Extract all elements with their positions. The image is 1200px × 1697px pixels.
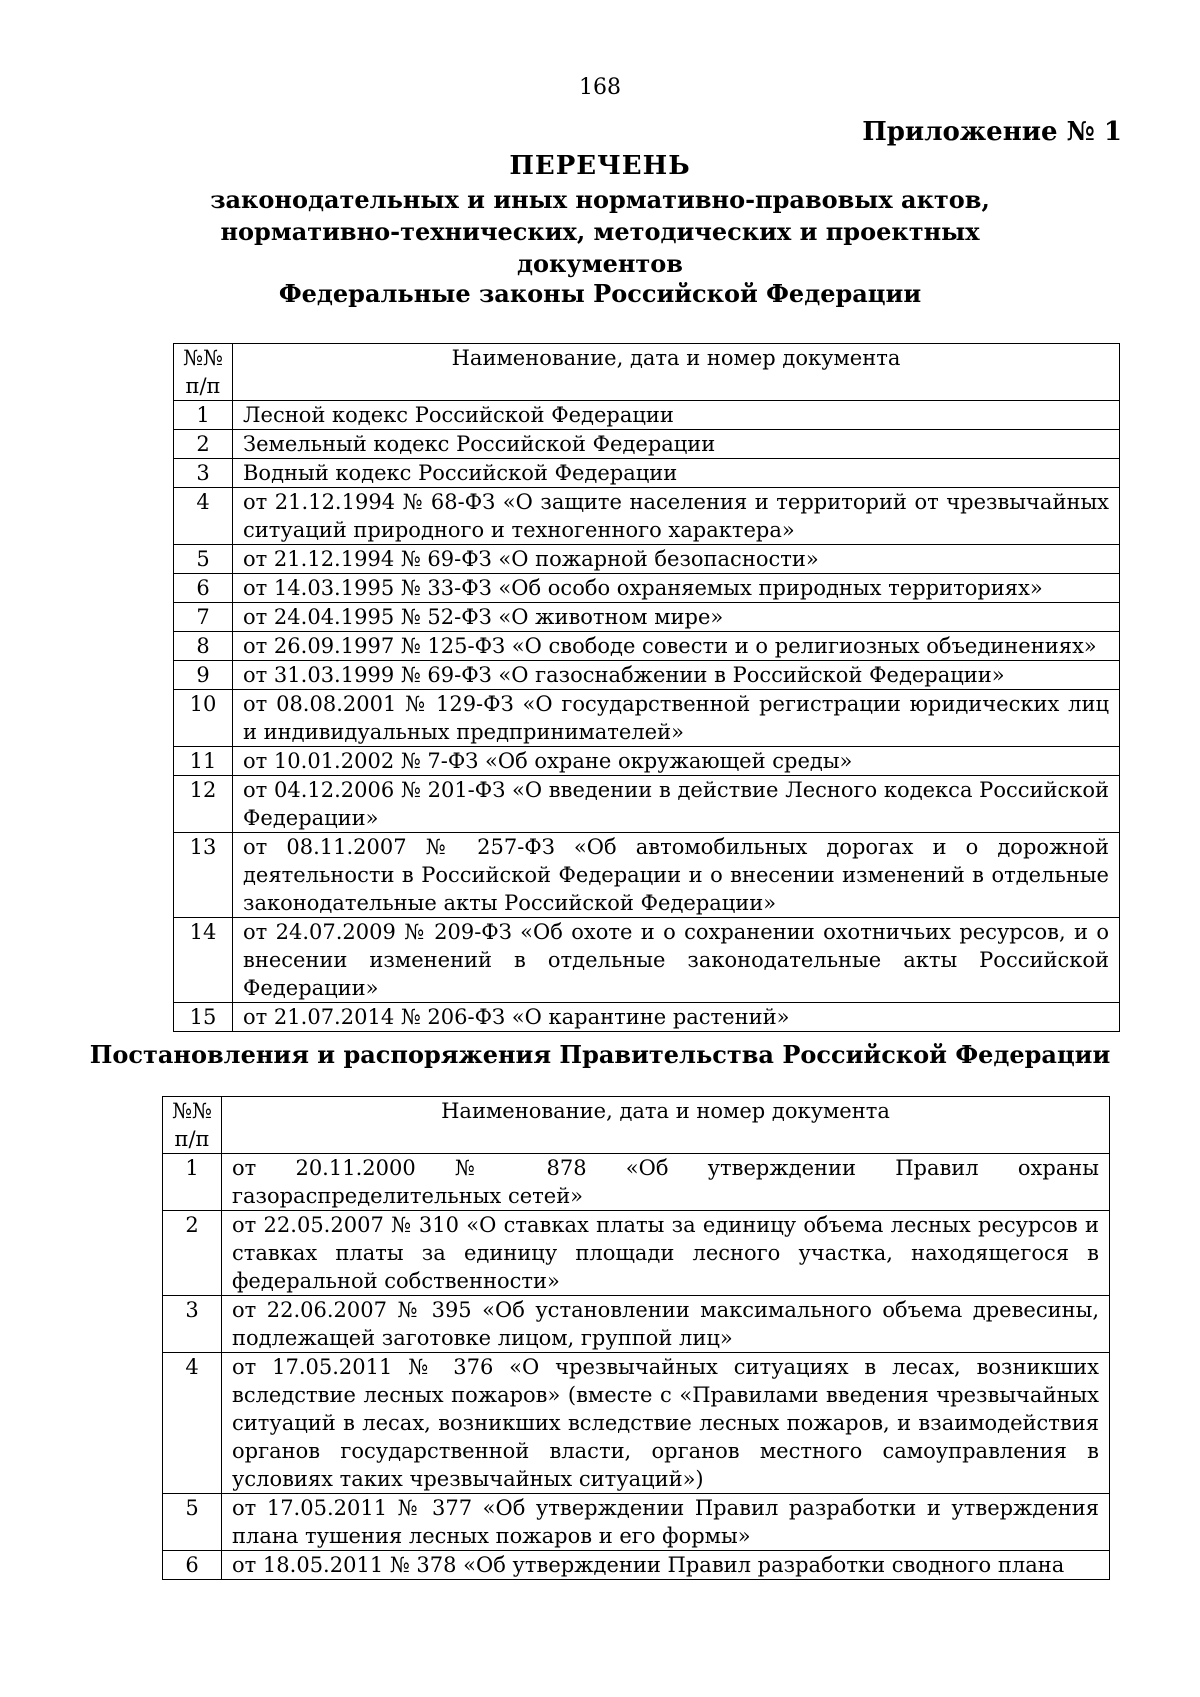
header-number: №№ п/п xyxy=(174,344,233,401)
row-document-name: от 24.07.2009 № 209-ФЗ «Об охоте и о сохранении охотничьих ресурсов, и о внесении изменений в отдельные законодательные акты Российской Федерации» xyxy=(233,918,1120,1003)
table-row xyxy=(163,1494,1110,1551)
table-row xyxy=(174,401,1120,430)
row-document-name: от 10.01.2002 № 7-ФЗ «Об охране окружающей среды» xyxy=(233,747,1120,776)
row-document-name: от 22.05.2007 № 310 «О ставках платы за единицу объема лесных ресурсов и ставках платы за единицу площади лесного участка, находящегося в федеральной собственности» xyxy=(222,1211,1110,1296)
row-number: 5 xyxy=(174,545,233,574)
row-number: 14 xyxy=(174,918,233,1003)
table-row xyxy=(163,1154,1110,1211)
row-number: 1 xyxy=(163,1154,222,1211)
row-number: 7 xyxy=(174,603,233,632)
table-row xyxy=(174,574,1120,603)
table-row xyxy=(174,833,1120,918)
row-number: 11 xyxy=(174,747,233,776)
table-header-row xyxy=(174,344,1120,401)
row-document-name: от 18.05.2011 № 378 «Об утверждении Правил разработки сводного плана xyxy=(222,1551,1110,1580)
row-number: 2 xyxy=(163,1211,222,1296)
row-number: 6 xyxy=(174,574,233,603)
government-decrees-table xyxy=(162,1096,1110,1580)
section-title-government-decrees: Постановления и распоряжения Правительства Российской Федерации xyxy=(89,1040,1111,1069)
table-row xyxy=(174,545,1120,574)
row-number: 2 xyxy=(174,430,233,459)
row-number: 15 xyxy=(174,1003,233,1032)
table-row xyxy=(174,690,1120,747)
row-document-name: от 08.08.2001 № 129-ФЗ «О государственной регистрации юридических лиц и индивидуальных предпринимателей» xyxy=(233,690,1120,747)
table-row xyxy=(174,459,1120,488)
table-row xyxy=(174,488,1120,545)
header-number: №№ п/п xyxy=(163,1097,222,1154)
row-number: 4 xyxy=(163,1353,222,1494)
row-number: 5 xyxy=(163,1494,222,1551)
page-number: 168 xyxy=(579,75,621,100)
table-row xyxy=(174,918,1120,1003)
row-document-name: от 22.06.2007 № 395 «Об установлении максимального объема древесины, подлежащей заготовке лицом, группой лиц» xyxy=(222,1296,1110,1353)
row-number: 4 xyxy=(174,488,233,545)
row-document-name: от 17.05.2011 № 377 «Об утверждении Правил разработки и утверждения плана тушения лесных пожаров и его формы» xyxy=(222,1494,1110,1551)
row-number: 10 xyxy=(174,690,233,747)
row-document-name: от 14.03.1995 № 33-ФЗ «Об особо охраняемых природных территориях» xyxy=(233,574,1120,603)
row-document-name: от 21.07.2014 № 206-ФЗ «О карантине растений» xyxy=(233,1003,1120,1032)
row-number: 1 xyxy=(174,401,233,430)
table-row xyxy=(163,1211,1110,1296)
header-document-name: Наименование, дата и номер документа xyxy=(222,1097,1110,1154)
row-document-name: от 21.12.1994 № 68-ФЗ «О защите населения и территорий от чрезвычайных ситуаций природного и техногенного характера» xyxy=(233,488,1120,545)
row-number: 3 xyxy=(174,459,233,488)
header-document-name: Наименование, дата и номер документа xyxy=(233,344,1120,401)
row-document-name: от 08.11.2007 № 257-ФЗ «Об автомобильных дорогах и о дорожной деятельности в Российской Федерации и о внесении изменений в отдельные законодательные акты Российской Федерации» xyxy=(233,833,1120,918)
document-subtitle: законодательных и иных нормативно-правовых актов, нормативно-технических, методических и проектных документов xyxy=(210,185,990,278)
table-row xyxy=(163,1296,1110,1353)
table-row xyxy=(174,661,1120,690)
table-header-row xyxy=(163,1097,1110,1154)
row-document-name: от 20.11.2000 № 878 «Об утверждении Правил охраны газораспределительных сетей» xyxy=(222,1154,1110,1211)
row-number: 8 xyxy=(174,632,233,661)
row-document-name: Лесной кодекс Российской Федерации xyxy=(233,401,1120,430)
table-row xyxy=(174,430,1120,459)
row-document-name: от 24.04.1995 № 52-ФЗ «О животном мире» xyxy=(233,603,1120,632)
federal-laws-table xyxy=(173,343,1120,1032)
table-body xyxy=(163,1154,1110,1580)
row-document-name: от 17.05.2011 № 376 «О чрезвычайных ситуациях в лесах, возникших вследствие лесных пожаров» (вместе с «Правилами введения чрезвычайных ситуаций в лесах, возникших вследствие лесных пожаров, и взаимодействия органов государственной власти, органов местного самоуправления в условиях таких чрезвычайных ситуаций») xyxy=(222,1353,1110,1494)
table-row xyxy=(174,776,1120,833)
row-document-name: от 31.03.1999 № 69-ФЗ «О газоснабжении в Российской Федерации» xyxy=(233,661,1120,690)
table-row xyxy=(163,1353,1110,1494)
table-row xyxy=(174,632,1120,661)
table-row xyxy=(174,603,1120,632)
row-document-name: Водный кодекс Российской Федерации xyxy=(233,459,1120,488)
appendix-label: Приложение № 1 xyxy=(862,117,1122,147)
section-title-federal-laws: Федеральные законы Российской Федерации xyxy=(278,279,922,308)
document-title: ПЕРЕЧЕНЬ xyxy=(509,151,691,181)
row-document-name: от 21.12.1994 № 69-ФЗ «О пожарной безопасности» xyxy=(233,545,1120,574)
table-body xyxy=(174,401,1120,1032)
row-document-name: Земельный кодекс Российской Федерации xyxy=(233,430,1120,459)
row-number: 9 xyxy=(174,661,233,690)
row-number: 12 xyxy=(174,776,233,833)
row-document-name: от 04.12.2006 № 201-ФЗ «О введении в действие Лесного кодекса Российской Федерации» xyxy=(233,776,1120,833)
row-number: 6 xyxy=(163,1551,222,1580)
row-number: 3 xyxy=(163,1296,222,1353)
table-row xyxy=(163,1551,1110,1580)
table-row xyxy=(174,1003,1120,1032)
row-number: 13 xyxy=(174,833,233,918)
table-row xyxy=(174,747,1120,776)
row-document-name: от 26.09.1997 № 125-ФЗ «О свободе совести и о религиозных объединениях» xyxy=(233,632,1120,661)
